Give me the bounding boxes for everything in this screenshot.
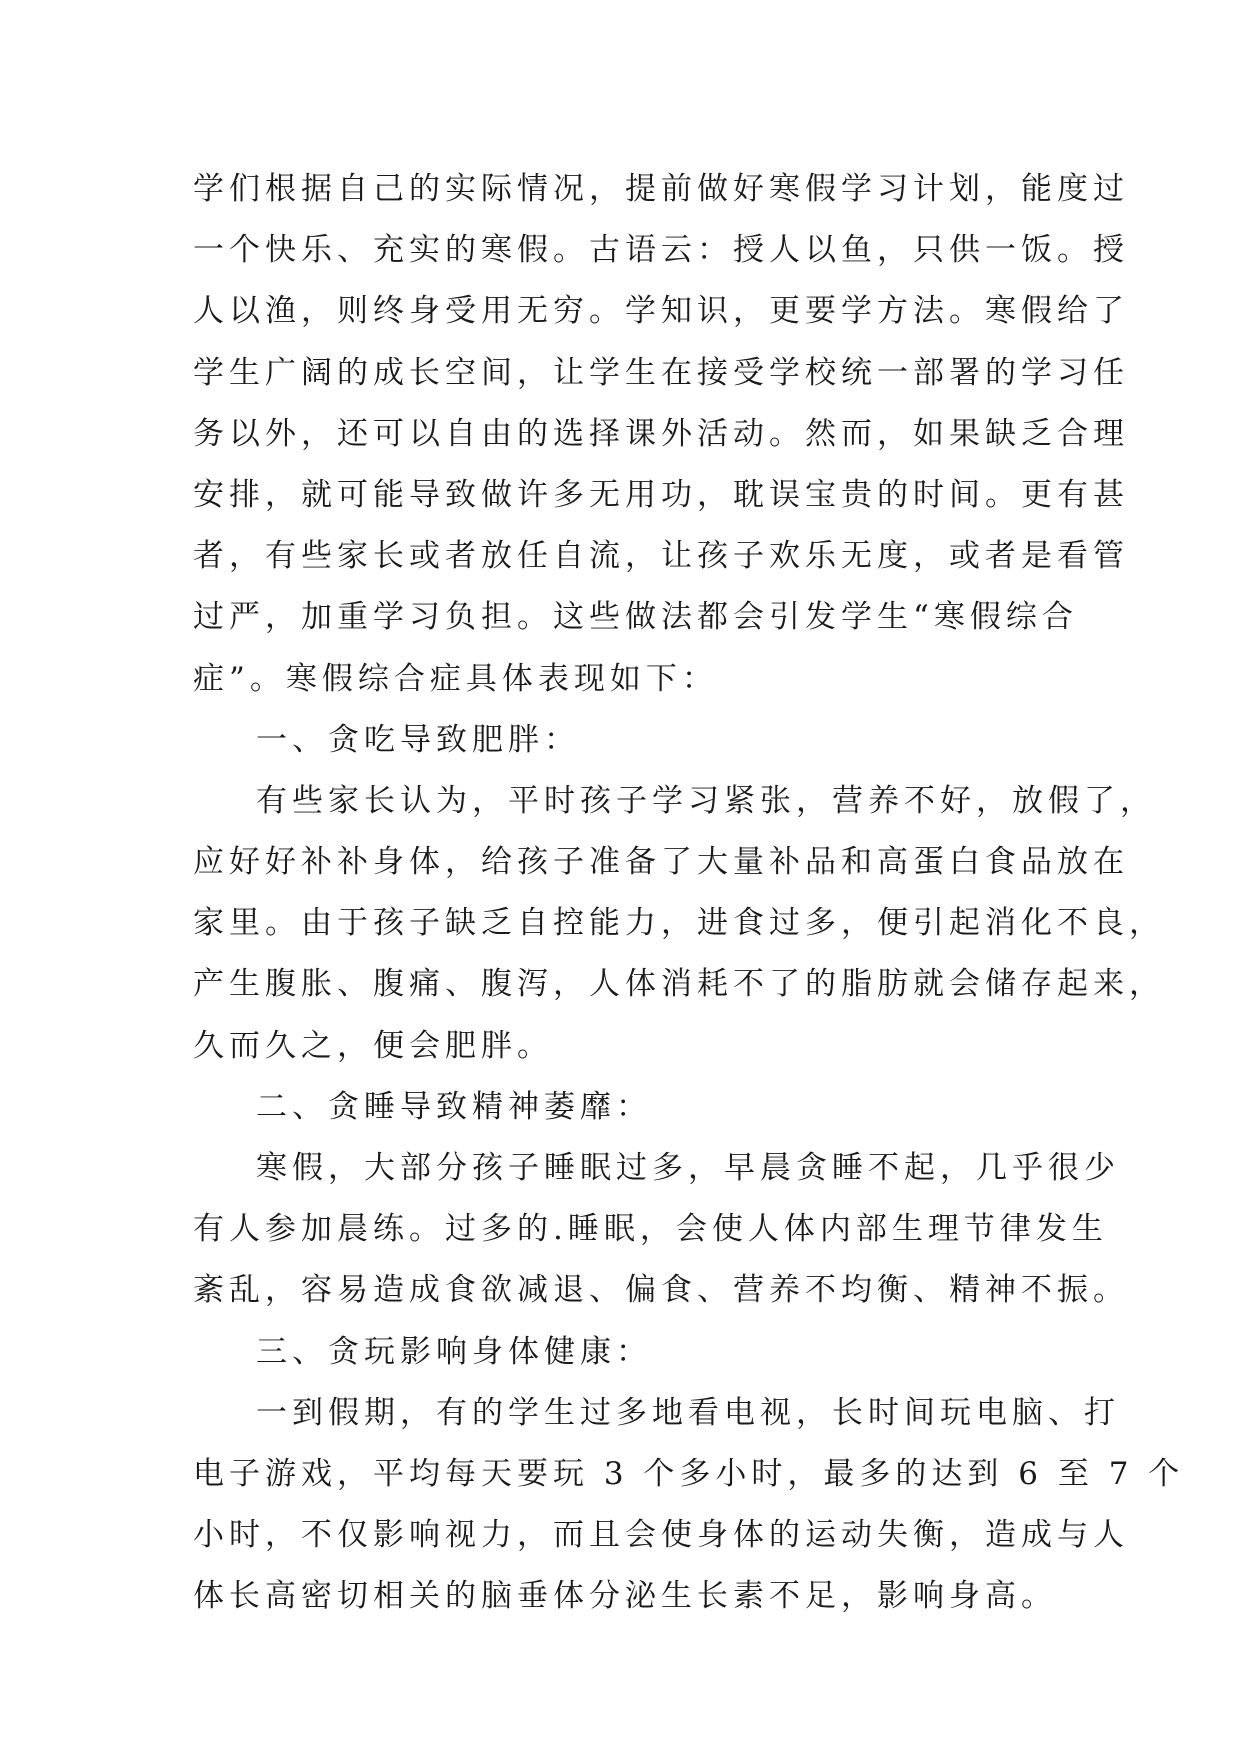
text-line: 有些家长认为，平时孩子学习紧张，营养不好，放假了， — [256, 782, 1156, 819]
text-line: 久而久之，便会肥胖。 — [193, 1027, 553, 1064]
text-line: 小时，不仅影响视力，而且会使身体的运动失衡，造成与人 — [193, 1517, 1129, 1554]
text-line: 学生广阔的成长空间，让学生在接受学校统一部署的学习任 — [193, 354, 1129, 391]
section-heading: 三、贪玩影响身体健康： — [256, 1333, 652, 1370]
text-line: 安排，就可能导致做许多无用功，耽误宝贵的时间。更有甚 — [193, 476, 1129, 513]
text-line: 一到假期，有的学生过多地看电视，长时间玩电脑、打 — [256, 1394, 1120, 1431]
text-line: 人以渔，则终身受用无穷。学知识，更要学方法。寒假给了 — [193, 293, 1129, 330]
text-line: 务以外，还可以自由的选择课外活动。然而，如果缺乏合理 — [193, 415, 1129, 452]
text-line: 一个快乐、充实的寒假。古语云：授人以鱼，只供一饭。授 — [193, 232, 1129, 269]
text-line: 应好好补补身体，给孩子准备了大量补品和高蛋白食品放在 — [193, 844, 1129, 881]
text-line: 过严，加重学习负担。这些做法都会引发学生“寒假综合 — [193, 599, 1078, 636]
text-line: 学们根据自己的实际情况，提前做好寒假学习计划，能度过 — [193, 171, 1129, 207]
text-line: 紊乱，容易造成食欲减退、偏食、营养不均衡、精神不振。 — [193, 1272, 1129, 1309]
section-heading: 一、贪吃导致肥胖： — [256, 721, 580, 758]
section-heading: 二、贪睡导致精神萎靡： — [256, 1088, 652, 1125]
text-line: 有人参加晨练。过多的.睡眠，会使人体内部生理节律发生 — [193, 1211, 1108, 1248]
text-line: 产生腹胀、腹痛、腹泻，人体消耗不了的脂肪就会储存起来， — [193, 966, 1165, 1003]
text-line: 寒假，大部分孩子睡眠过多，早晨贪睡不起，几乎很少 — [256, 1150, 1120, 1186]
text-line: 电子游戏，平均每天要玩 3 个多小时，最多的达到 6 至 7 个 — [193, 1455, 1185, 1492]
document-body — [193, 159, 1185, 1628]
text-line: 体长高密切相关的脑垂体分泌生长素不足，影响身高。 — [193, 1578, 1057, 1615]
text-line: 者，有些家长或者放任自流，让孩子欢乐无度，或者是看管 — [193, 538, 1129, 575]
text-line: 症”。寒假综合症具体表现如下： — [193, 660, 718, 697]
text-line: 家里。由于孩子缺乏自控能力，进食过多，便引起消化不良， — [193, 905, 1165, 942]
